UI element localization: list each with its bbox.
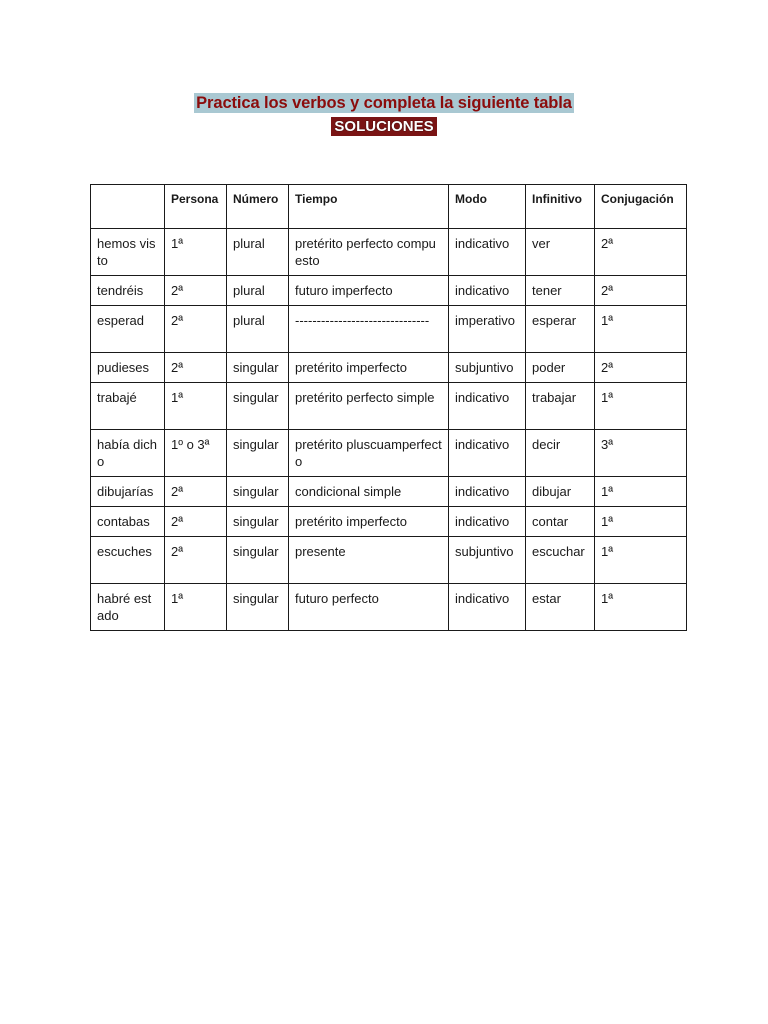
cell-verbo: había dicho [91, 430, 165, 477]
cell-numero: singular [227, 430, 289, 477]
page-title: Practica los verbos y completa la siguiente tabla [196, 94, 572, 112]
cell-tiempo: ------------------------------- [289, 306, 449, 353]
cell-modo: indicativo [449, 584, 526, 631]
cell-verbo: tendréis [91, 276, 165, 306]
cell-conjugacion: 1ª [595, 477, 687, 507]
cell-numero: singular [227, 507, 289, 537]
cell-tiempo: futuro imperfecto [289, 276, 449, 306]
cell-conjugacion: 1ª [595, 537, 687, 584]
header-persona: Persona [165, 185, 227, 229]
cell-infinitivo: trabajar [526, 383, 595, 430]
cell-modo: indicativo [449, 383, 526, 430]
header-infinitivo: Infinitivo [526, 185, 595, 229]
table-row [91, 229, 687, 276]
cell-conjugacion: 2ª [595, 276, 687, 306]
cell-infinitivo: poder [526, 353, 595, 383]
cell-modo: indicativo [449, 276, 526, 306]
table-row [91, 507, 687, 537]
cell-verbo: trabajé [91, 383, 165, 430]
cell-numero: plural [227, 276, 289, 306]
cell-infinitivo: ver [526, 229, 595, 276]
table-row [91, 537, 687, 584]
cell-modo: indicativo [449, 507, 526, 537]
cell-numero: plural [227, 306, 289, 353]
cell-infinitivo: esperar [526, 306, 595, 353]
table-row [91, 430, 687, 477]
header-verbo [91, 185, 165, 229]
table-row [91, 276, 687, 306]
cell-numero: plural [227, 229, 289, 276]
cell-verbo: dibujarías [91, 477, 165, 507]
cell-tiempo: condicional simple [289, 477, 449, 507]
title-block [0, 93, 768, 136]
cell-modo: imperativo [449, 306, 526, 353]
cell-persona: 1ª [165, 383, 227, 430]
cell-verbo: escuches [91, 537, 165, 584]
header-conjugacion: Conjugación [595, 185, 687, 229]
cell-verbo: contabas [91, 507, 165, 537]
cell-modo: indicativo [449, 229, 526, 276]
table-row [91, 353, 687, 383]
cell-verbo: esperad [91, 306, 165, 353]
cell-tiempo: presente [289, 537, 449, 584]
cell-tiempo: pretérito imperfecto [289, 353, 449, 383]
cell-numero: singular [227, 477, 289, 507]
cell-persona: 1ª [165, 584, 227, 631]
cell-modo: subjuntivo [449, 353, 526, 383]
cell-verbo: pudieses [91, 353, 165, 383]
cell-infinitivo: escuchar [526, 537, 595, 584]
cell-conjugacion: 2ª [595, 353, 687, 383]
cell-modo: subjuntivo [449, 537, 526, 584]
cell-tiempo: pretérito perfecto simple [289, 383, 449, 430]
cell-infinitivo: decir [526, 430, 595, 477]
cell-conjugacion: 3ª [595, 430, 687, 477]
cell-persona: 2ª [165, 537, 227, 584]
cell-numero: singular [227, 537, 289, 584]
cell-tiempo: pretérito pluscuamperfecto [289, 430, 449, 477]
header-tiempo: Tiempo [289, 185, 449, 229]
cell-conjugacion: 1ª [595, 306, 687, 353]
verb-table [90, 184, 687, 631]
cell-persona: 2ª [165, 306, 227, 353]
table-row [91, 584, 687, 631]
cell-numero: singular [227, 383, 289, 430]
table-row [91, 383, 687, 430]
cell-persona: 2ª [165, 477, 227, 507]
cell-persona: 2ª [165, 353, 227, 383]
cell-modo: indicativo [449, 430, 526, 477]
cell-persona: 2ª [165, 507, 227, 537]
cell-conjugacion: 1ª [595, 584, 687, 631]
page-subtitle: SOLUCIONES [331, 117, 436, 136]
header-modo: Modo [449, 185, 526, 229]
cell-persona: 1º o 3ª [165, 430, 227, 477]
cell-conjugacion: 1ª [595, 383, 687, 430]
cell-infinitivo: tener [526, 276, 595, 306]
cell-modo: indicativo [449, 477, 526, 507]
cell-verbo: habré estado [91, 584, 165, 631]
cell-tiempo: futuro perfecto [289, 584, 449, 631]
cell-numero: singular [227, 353, 289, 383]
table-row [91, 477, 687, 507]
cell-infinitivo: dibujar [526, 477, 595, 507]
table-header-row [91, 185, 687, 229]
cell-tiempo: pretérito imperfecto [289, 507, 449, 537]
cell-conjugacion: 2ª [595, 229, 687, 276]
header-numero: Número [227, 185, 289, 229]
cell-infinitivo: contar [526, 507, 595, 537]
cell-conjugacion: 1ª [595, 507, 687, 537]
cell-verbo: hemos visto [91, 229, 165, 276]
cell-persona: 1ª [165, 229, 227, 276]
cell-infinitivo: estar [526, 584, 595, 631]
cell-tiempo: pretérito perfecto compuesto [289, 229, 449, 276]
cell-persona: 2ª [165, 276, 227, 306]
table-row [91, 306, 687, 353]
cell-numero: singular [227, 584, 289, 631]
